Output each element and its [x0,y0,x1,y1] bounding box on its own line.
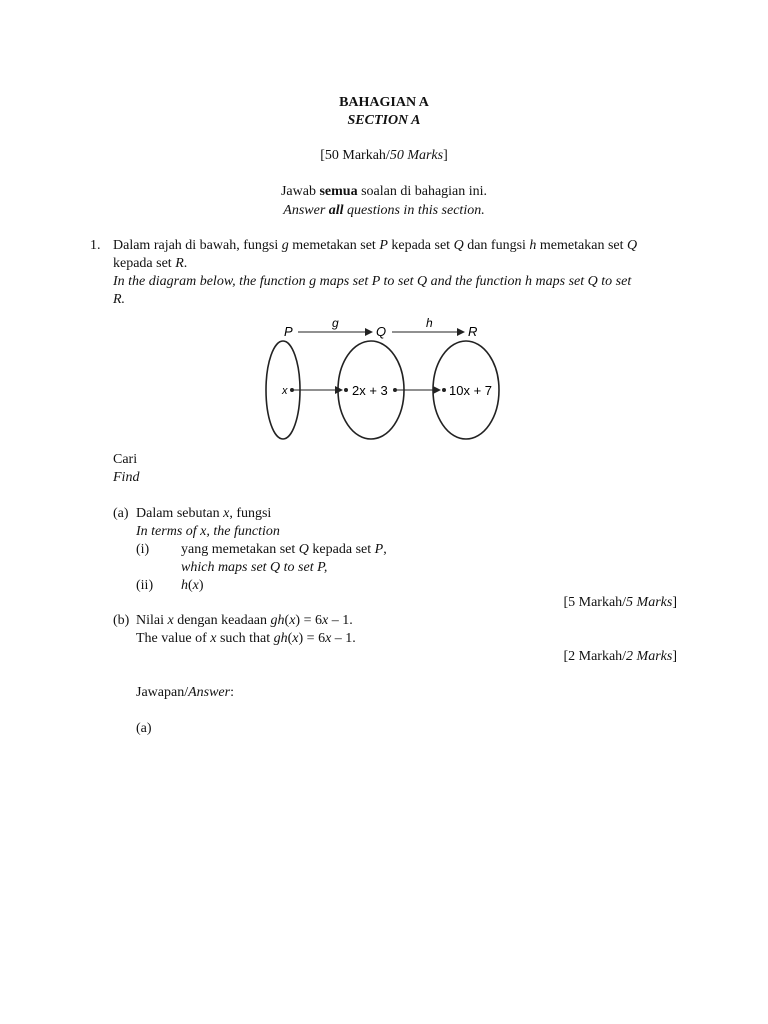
question-stem-en-line2: R. [113,292,126,307]
set-p-label: P [284,324,293,339]
answer-part-a-label: (a) [136,721,152,736]
instruction-ms: Jawab semua soalan di bahagian ini. [280,184,488,199]
element-10x7-dot [442,388,446,392]
instruction-en: Answer all questions in this section. [283,203,485,218]
part-a-ii-label: (ii) [136,578,154,593]
function-g-label: g [332,316,339,330]
part-a-text-en: In terms of x, the function [136,524,280,539]
part-a-ii-text: h(x) [181,578,204,593]
element-2x3-out-dot [393,388,397,392]
answer-label: Jawapan/Answer: [136,685,234,700]
element-10x7: 10x + 7 [449,383,493,398]
part-b-marks: [2 Markah/2 Marks] [563,649,677,664]
part-b-text-ms: Nilai x dengan keadaan gh(x) = 6x – 1. [136,613,353,628]
question-stem-ms-line2: kepada set R. [113,256,188,271]
section-title-ms: BAHAGIAN A [339,95,429,110]
set-r-label: R [468,324,478,339]
section-title-en: SECTION A [347,113,421,128]
set-q-label: Q [376,324,387,339]
part-a-label: (a) [113,506,129,521]
part-a-marks: [5 Markah/5 Marks] [563,595,677,610]
element-x: x [282,385,288,397]
element-2x3: 2x + 3 [352,383,388,398]
part-a-text-ms: Dalam sebutan x, fungsi [136,506,272,521]
question-stem-ms-line1: Dalam rajah di bawah, fungsi g memetakan set P kepada set Q dan fungsi h memetakan set Q [113,238,638,253]
function-h-label: h [426,316,433,330]
part-b-label: (b) [113,613,130,628]
arrow-diagram [250,310,514,450]
question-stem-en-line1: In the diagram below, the function g maps set P to set Q and the function h maps set Q to set [113,274,632,289]
element-x-dot [290,388,294,392]
section-marks: [50 Markah/50 Marks] [320,148,448,163]
find-ms: Cari [113,452,138,467]
element-2x3-dot [344,388,348,392]
part-b-text-en: The value of x such that gh(x) = 6x – 1. [136,631,356,646]
part-a-i-text-en: which maps set Q to set P, [181,560,328,575]
question-number: 1. [90,238,101,253]
find-en: Find [113,470,140,485]
part-a-i-text-ms: yang memetakan set Q kepada set P, [181,542,387,557]
part-a-i-label: (i) [136,542,150,557]
